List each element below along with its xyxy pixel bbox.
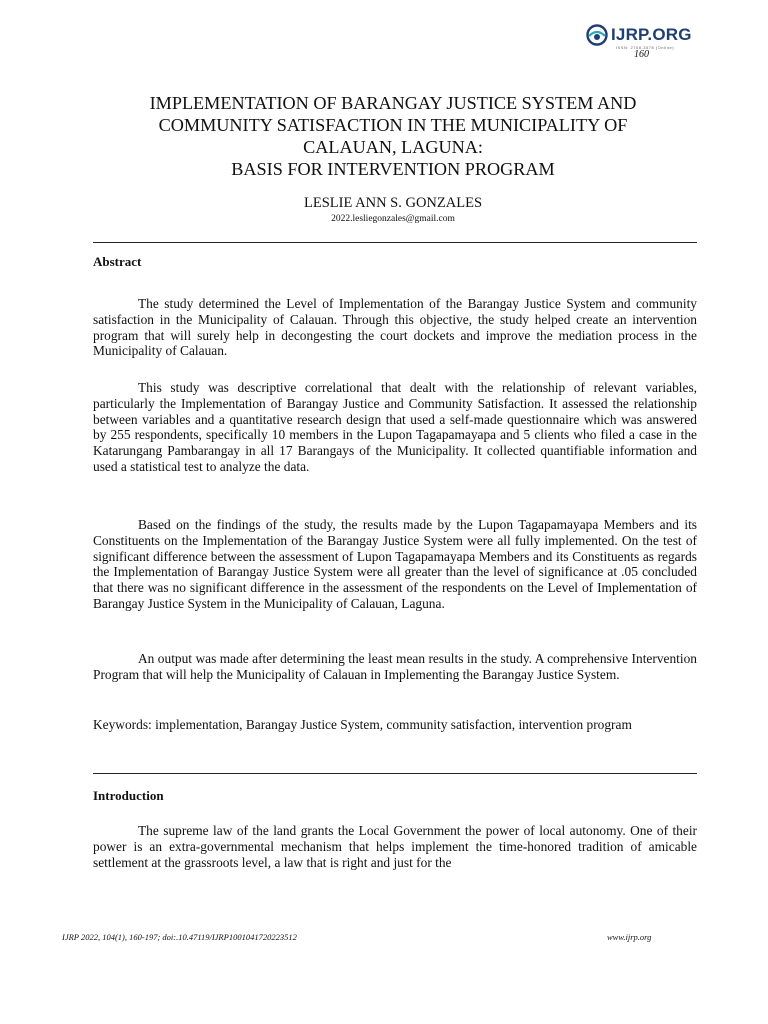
keywords: Keywords: implementation, Barangay Justice System, community satisfaction, intervention program	[93, 717, 632, 732]
paragraph-text: This study was descriptive correlational that dealt with the relationship of relevant variables, particularly the Implementation of Barangay Justice and Community Satisfaction. It assessed the relationship between variables and a quantitative research design that used a self-made questionnaire which was answered by 255 respondents, specifically 10 members in the Lupon Tagapamayapa and 5 clients who filed a case in the Katarungang Pambarangay in all 17 Barangays of the Municipality. It collected quantifiable information and used a statistical test to analyze the data.	[93, 380, 697, 474]
journal-logo	[586, 24, 692, 46]
title-line: COMMUNITY SATISFACTION IN THE MUNICIPALITY OF	[158, 115, 628, 135]
author-email: 2022.lesliegonzales@gmail.com	[331, 214, 455, 224]
author-name: LESLIE ANN S. GONZALES	[303, 195, 483, 211]
title-line: CALAUAN, LAGUNA:	[303, 137, 483, 157]
paragraph-text: An output was made after determining the least mean results in the study. A comprehensive Intervention Program that will help the Municipality of Calauan in Implementing the Barangay Justice System.	[93, 651, 697, 682]
divider	[93, 242, 697, 243]
paragraph-text: The study determined the Level of Implementation of the Barangay Justice System and community satisfaction in the Municipality of Calauan. Through this objective, the study helped create an intervention program that will surely help in decongesting the court dockets and improve the mediation process in the Municipality of Calauan.	[93, 296, 697, 359]
divider	[93, 773, 697, 774]
abstract-paragraph	[93, 380, 697, 475]
introduction-paragraph	[93, 823, 697, 870]
abstract-paragraph	[93, 651, 697, 683]
footer-citation: IJRP 2022, 104(1), 160-197; doi:.10.47119/IJRP1001041720223512	[62, 932, 297, 942]
abstract-paragraph	[93, 517, 697, 612]
introduction-heading: Introduction	[93, 788, 164, 803]
paragraph-text: Based on the findings of the study, the results made by the Lupon Tagapamayapa Members and its Constituents on the Implementation of the Barangay Justice System were all fully implemented. On the test of significant difference between the assessment of Lupon Tagapamayapa Members and its Constituents as regards the Implementation of Barangay Justice System were all greater than the level of significance at .05 concluded that there was no significant difference in the assessment of the respondents on the Level of Implementation of Barangay Justice System in the Municipality of Calauan, Laguna.	[93, 517, 697, 611]
footer-website: www.ijrp.org	[607, 932, 652, 942]
abstract-heading: Abstract	[93, 254, 142, 269]
title-line: IMPLEMENTATION OF BARANGAY JUSTICE SYSTEM AND	[149, 93, 637, 113]
title-line: BASIS FOR INTERVENTION PROGRAM	[231, 159, 555, 179]
paragraph-text: The supreme law of the land grants the Local Government the power of local autonomy. One of their power is an extra-governmental mechanism that helps implement the time-honored tradition of amicable settlement at the grassroots level, a law that is right and just for the	[93, 823, 697, 870]
globe-icon	[586, 24, 608, 46]
abstract-paragraph	[93, 296, 697, 359]
logo-tagline: ISSN: 2708-3578 (Online)	[616, 45, 675, 50]
logo-text: IJRP.ORG	[611, 25, 692, 44]
page-number: 160	[634, 49, 649, 60]
paper-title	[60, 92, 726, 180]
